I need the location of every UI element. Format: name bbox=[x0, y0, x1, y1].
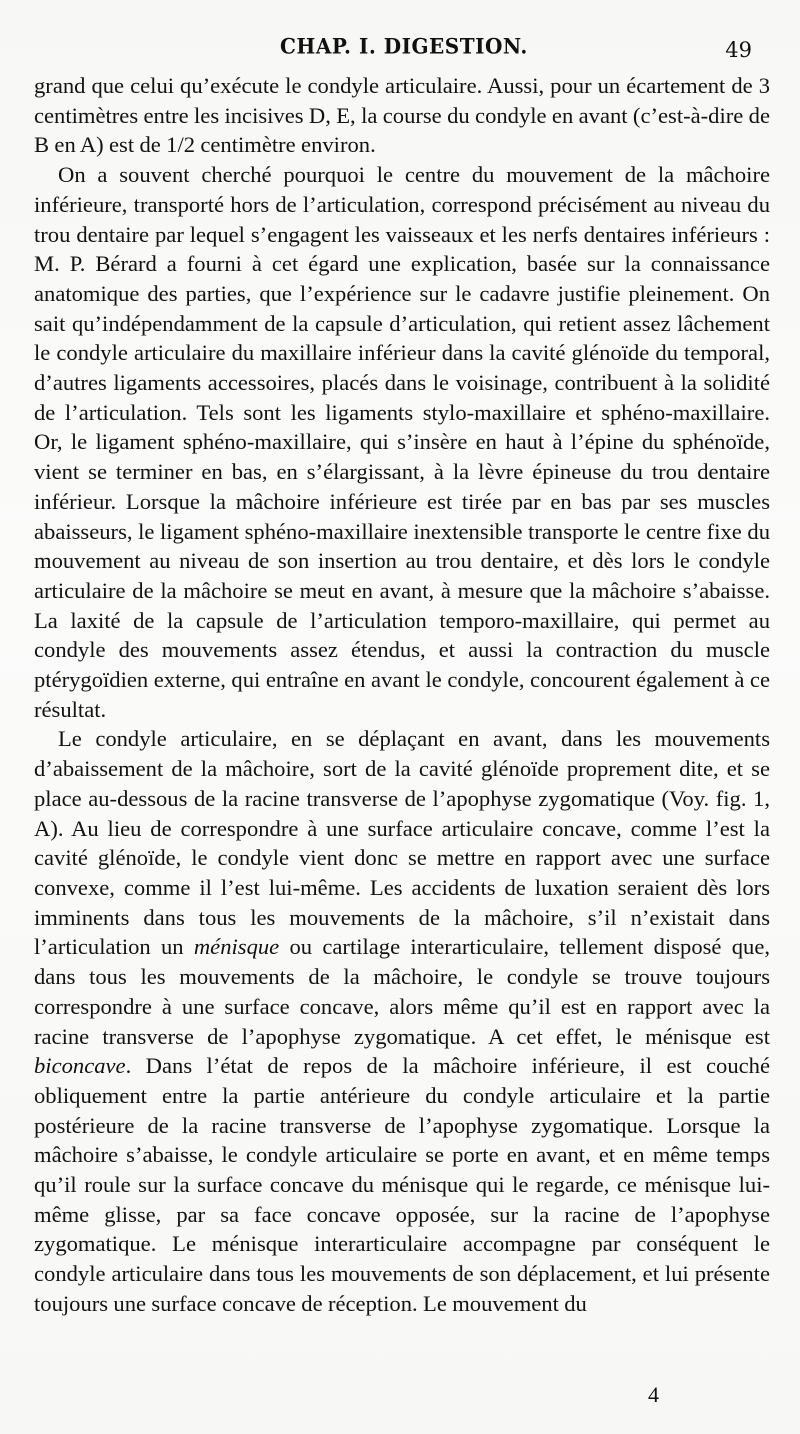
body-text bbox=[34, 71, 770, 1319]
term-menisque: ménisque bbox=[193, 934, 280, 960]
paragraph-berard-explanation: On a souvent cherché pourquoi le centre du mouvement de la mâchoire inférieure, transporté hors de l’articulation, correspond précisément au niveau du trou dentaire par lequel s’engagent les vaisseaux et les nerfs dentaires inférieurs : M. P. Bérard a fourni à cet égard une explication, basée sur la connaissance anatomique des parties, que l’expérience sur le cadavre justifie pleinement. On sait qu’indépendamment de la capsule d’articulation, qui retient assez lâchement le condyle articulaire du maxillaire inférieur dans la cavité glénoïde du temporal, d’autres ligaments accessoires, placés dans le voisinage, contribuent à la solidité de l’articulation. Tels sont les ligaments stylo-maxillaire et sphéno-maxillaire. Or, le ligament sphéno-maxillaire, qui s’insère en haut à l’épine du sphénoïde, vient se terminer en bas, en s’élargissant, à la lèvre épineuse du trou dentaire inférieur. Lorsque la mâchoire inférieure est tirée par en bas par ses muscles abaisseurs, le ligament sphéno-maxillaire inextensible transporte le centre fixe du mouvement au niveau de son insertion au trou dentaire, et dès lors le condyle articulaire de la mâchoire se meut en avant, à mesure que la mâchoire s’abaisse. La laxité de la capsule de l’articulation temporo-maxillaire, qui permet au condyle des mouvements assez étendus, et aussi la contraction du muscle ptérygoïdien externe, qui entraîne en avant le condyle, concourent également à ce résultat. bbox=[34, 162, 770, 722]
paragraph-continued: grand que celui qu’exécute le condyle articulaire. Aussi, pour un écartement de 3 centimètres entre les incisives D, E, la course du condyle en avant (c’est-à-dire de B en A) est de 1/2 centimètre environ. bbox=[34, 73, 770, 158]
paragraph-text: . Dans l’état de repos de la mâchoire inférieure, il est couché obliquement entre la partie antérieure du condyle articulaire et la partie postérieure de la racine transverse de l’apophyse zygomatique. Lorsque la mâchoire s’abaisse, le condyle articulaire se porte en avant, et en même temps qu’il roule sur la surface concave du ménisque qui le regarde, ce ménisque lui-même glisse, par sa face concave opposée, sur la racine de l’apophyse zygomatique. Le ménisque interarticulaire accompagne par conséquent le condyle articulaire dans tous les mouvements de son déplacement, et lui présente toujours une surface concave de réception. Le mouvement du bbox=[34, 1053, 770, 1316]
signature-mark: 4 bbox=[648, 1382, 659, 1407]
paragraph-text: ou cartilage interarticulaire, tellement disposé que, dans tous les mouvements de la mâchoire, le condyle se trouve toujours correspondre à une surface concave, alors même qu’il est en rapport avec la racine transverse de l’apophyse zygomatique. A cet effet, le ménisque est bbox=[34, 934, 771, 1049]
running-head bbox=[0, 34, 800, 64]
page-number: 49 bbox=[725, 38, 752, 62]
paragraph-condyle-meniscus bbox=[34, 724, 770, 1318]
paragraph-text: Le condyle articulaire, en se déplaçant en avant, dans les mouvements d’abaissement de la mâchoire, sort de la cavité glénoïde proprement dite, et se place au-dessous de la racine transverse de l’apophyse zygomatique (Voy. fig. 1, A). Au lieu de correspondre à une surface articulaire concave, comme l’est la cavité glénoïde, le condyle vient donc se mettre en rapport avec une surface convexe, comme il l’est lui-même. Les accidents de luxation seraient dès lors imminents dans tous les mouvements de la mâchoire, s’il n’existait dans l’articulation un bbox=[34, 726, 770, 960]
term-biconcave: biconcave bbox=[34, 1053, 126, 1079]
chapter-title: CHAP. I. DIGESTION. bbox=[280, 33, 528, 59]
